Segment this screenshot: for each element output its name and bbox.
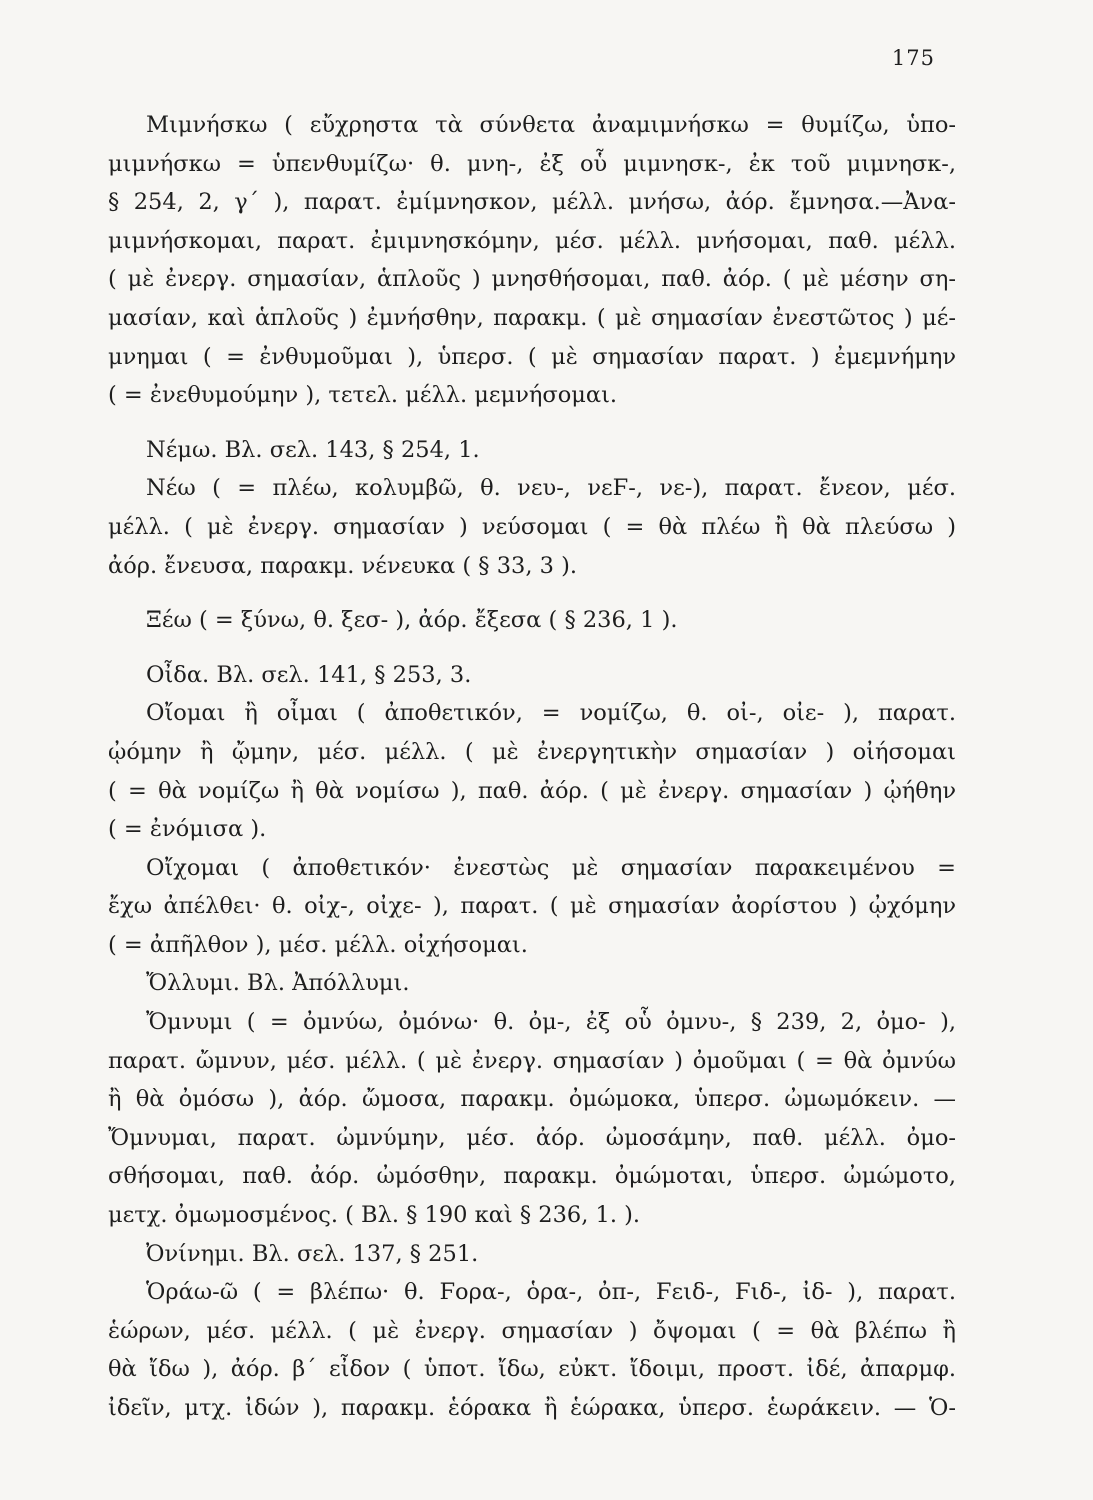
text-line: ἔχω ἀπέλθει· θ. οἰχ-, οἰχε- ), παρατ. ( μὲ σημασίαν ἀορίστου ) ᾠχόμην <box>108 893 956 920</box>
dictionary-text-block <box>108 106 956 1428</box>
text-line: ἰδεῖν, μτχ. ἰδών ), παρακμ. ἑόρακα ἢ ἑώρακα, ὑπερσ. ἑωράκειν. — Ὁ- <box>108 1395 956 1421</box>
text-line: Ξέω ( = ξύνω, θ. ξεσ- ), ἀόρ. ἔξεσα ( § 236, 1 ). <box>146 607 678 634</box>
text-line: Ὄμνυμι ( = ὀμνύω, ὀμόνω· θ. ὀμ-, ἐξ οὗ ὀμνυ-, § 239, 2, ὀμο- ), <box>146 1009 956 1036</box>
text-line: ἑώρων, μέσ. μέλλ. ( μὲ ἐνεργ. σημασίαν ) ὄψομαι ( = θὰ βλέπω ἢ <box>108 1317 956 1344</box>
text-line: ἀόρ. ἔνευσα, παρακμ. νένευκα ( § 33, 3 ). <box>108 552 578 579</box>
text-line: Οἶδα. Βλ. σελ. 141, § 253, 3. <box>146 661 472 688</box>
text-line: Νέμω. Βλ. σελ. 143, § 254, 1. <box>146 436 480 463</box>
text-line: μέλλ. ( μὲ ἐνεργ. σημασίαν ) νεύσομαι ( = θὰ πλέω ἢ θὰ πλεύσω ) <box>108 513 956 540</box>
text-line: Οἴομαι ἢ οἶμαι ( ἀποθετικόν, = νομίζω, θ. οἰ-, οἰε- ), παρατ. <box>146 700 956 727</box>
text-line: μιμνήσκομαι, παρατ. ἐμιμνησκόμην, μέσ. μέλλ. μνήσομαι, παθ. μέλλ. <box>108 227 956 254</box>
text-line: Ὄλλυμι. Βλ. Ἀπόλλυμι. <box>146 970 410 997</box>
text-line: ἢ θὰ ὀμόσω ), ἀόρ. ὤμοσα, παρακμ. ὀμώμοκα, ὑπερσ. ὠμωμόκειν. — <box>108 1086 956 1113</box>
text-line: μνημαι ( = ἐνθυμοῦμαι ), ὑπερσ. ( μὲ σημασίαν παρατ. ) ἐμεμνήμην <box>108 343 956 370</box>
text-line: ( μὲ ἐνεργ. σημασίαν, ἁπλοῦς ) μνησθήσομαι, παθ. ἀόρ. ( μὲ μέσην ση- <box>108 266 956 293</box>
text-line: παρατ. ὤμνυν, μέσ. μέλλ. ( μὲ ἐνεργ. σημασίαν ) ὀμοῦμαι ( = θὰ ὀμνύω <box>108 1047 956 1074</box>
page-number: 175 <box>891 46 935 70</box>
text-line: Οἴχομαι ( ἀποθετικόν· ἐνεστὼς μὲ σημασίαν παρακειμένου = <box>146 854 956 881</box>
text-line: μασίαν, καὶ ἁπλοῦς ) ἐμνήσθην, παρακμ. ( μὲ σημασίαν ἐνεστῶτος ) μέ- <box>108 304 956 331</box>
text-line: § 254, 2, γ΄ ), παρατ. ἐμίμνησκον, μέλλ. μνήσω, ἀόρ. ἔμνησα.—Ἀνα- <box>108 189 956 216</box>
text-line: Μιμνήσκω ( εὔχρηστα τὰ σύνθετα ἀναμιμνήσκω = θυμίζω, ὑπο- <box>146 112 956 138</box>
text-line: σθήσομαι, παθ. ἀόρ. ὠμόσθην, παρακμ. ὀμώμοται, ὑπερσ. ὠμώμοτο, <box>108 1163 956 1190</box>
text-line: Ὄμνυμαι, παρατ. ὠμνύμην, μέσ. ἀόρ. ὠμοσάμην, παθ. μέλλ. ὀμο- <box>108 1124 956 1151</box>
text-line: ᾠόμην ἢ ᾤμην, μέσ. μέλλ. ( μὲ ἐνεργητικὴν σημασίαν ) οἰήσομαι <box>108 738 956 765</box>
text-line: θὰ ἴδω ), ἀόρ. β΄ εἶδον ( ὑποτ. ἴδω, εὐκτ. ἴδοιμι, προστ. ἰδέ, ἀπαρμφ. <box>108 1356 956 1383</box>
text-line: Ὁράω-ῶ ( = βλέπω· θ. Ϝορα-, ὁρα-, ὀπ-, Ϝειδ-, Ϝιδ-, ἰδ- ), παρατ. <box>146 1279 956 1306</box>
text-line: Ὀνίνημι. Βλ. σελ. 137, § 251. <box>146 1240 479 1267</box>
text-line: ( = ἀπῆλθον ), μέσ. μέλλ. οἰχήσομαι. <box>108 931 528 958</box>
text-line: Νέω ( = πλέω, κολυμβῶ, θ. νευ-, νεϜ-, νε-), παρατ. ἔνεον, μέσ. <box>146 475 956 502</box>
text-line: μιμνήσκω = ὑπενθυμίζω· θ. μνη-, ἐξ οὗ μιμνησκ-, ἐκ τοῦ μιμνησκ-, <box>108 150 956 177</box>
text-line: ( = θὰ νομίζω ἢ θὰ νομίσω ), παθ. ἀόρ. ( μὲ ἐνεργ. σημασίαν ) ᾠήθην <box>108 777 956 804</box>
text-line: μετχ. ὀμωμοσμένος. ( Βλ. § 190 καὶ § 236, 1. ). <box>108 1202 641 1229</box>
text-line: ( = ἐνεθυμούμην ), τετελ. μέλλ. μεμνήσομαι. <box>108 382 618 409</box>
text-line: ( = ἐνόμισα ). <box>108 816 267 843</box>
